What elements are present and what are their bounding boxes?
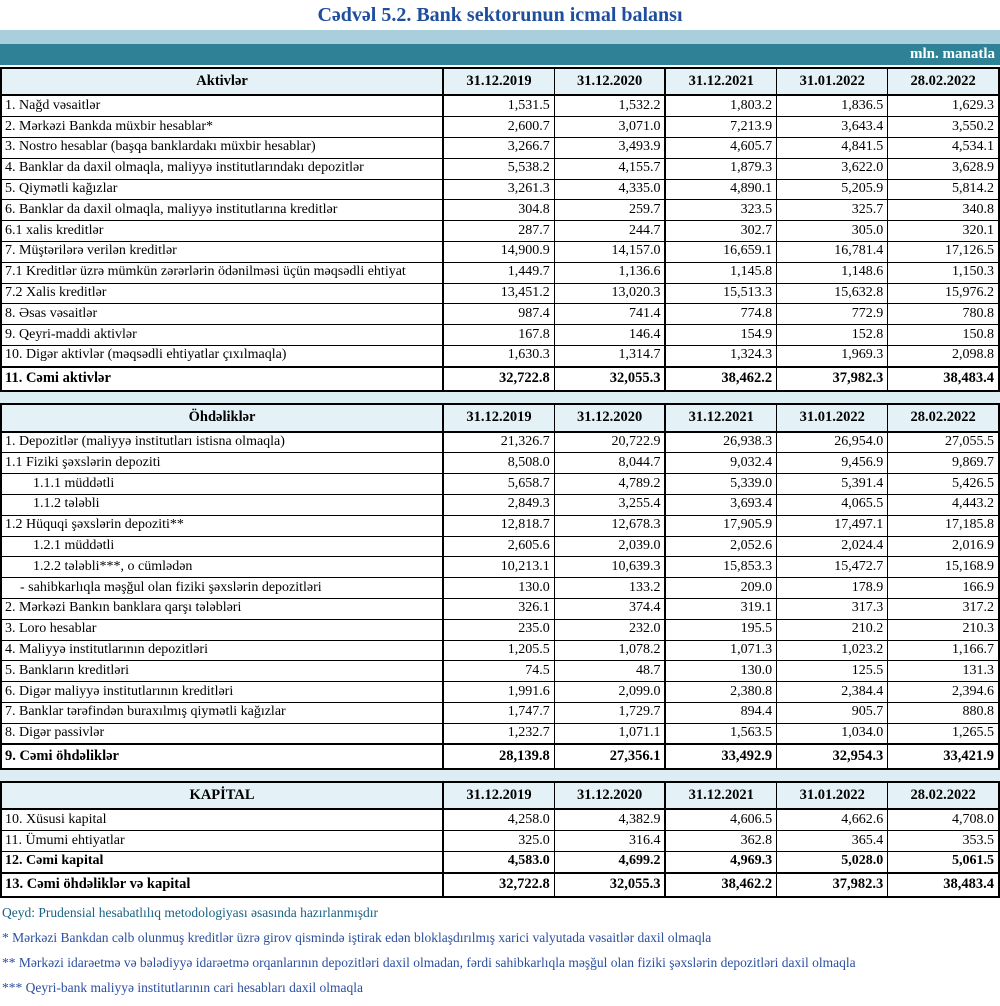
value-cell: 5,426.5 <box>888 474 999 495</box>
value-cell: 32,954.3 <box>777 744 888 768</box>
table-row <box>1 432 999 453</box>
value-cell: 1,034.0 <box>777 723 888 744</box>
value-cell: 325.7 <box>777 200 888 221</box>
date-column-header: 31.12.2019 <box>443 404 554 431</box>
capital-header-row <box>1 782 999 809</box>
table-row <box>1 158 999 179</box>
row-label-cell: 1.1 Fiziki şəxslərin depoziti <box>1 453 443 474</box>
value-cell: 20,722.9 <box>554 432 665 453</box>
table-row <box>1 474 999 495</box>
value-cell: 1,747.7 <box>443 702 554 723</box>
value-cell: 3,493.9 <box>554 137 665 158</box>
row-label-cell: 12. Cəmi kapital <box>1 851 443 872</box>
date-column-header: 28.02.2022 <box>888 404 999 431</box>
value-cell: 4,662.6 <box>777 809 888 830</box>
row-label-cell: 7.2 Xalis kreditlər <box>1 283 443 304</box>
value-cell: 4,841.5 <box>777 137 888 158</box>
value-cell: 1,148.6 <box>777 262 888 283</box>
value-cell: 3,643.4 <box>777 117 888 138</box>
table-row <box>1 325 999 346</box>
assets-header-row <box>1 68 999 95</box>
value-cell: 28,139.8 <box>443 744 554 768</box>
value-cell: 325.0 <box>443 831 554 852</box>
table-row <box>1 536 999 557</box>
tables-region <box>0 67 1000 898</box>
value-cell: 209.0 <box>665 578 776 599</box>
date-column-header: 31.01.2022 <box>777 404 888 431</box>
value-cell: 15,853.3 <box>665 557 776 578</box>
notes-region <box>0 898 1000 996</box>
decorative-band-light <box>0 30 1000 44</box>
value-cell: 154.9 <box>665 325 776 346</box>
row-label-cell: 11. Ümumi ehtiyatlar <box>1 831 443 852</box>
value-cell: 1,879.3 <box>665 158 776 179</box>
date-column-header: 31.12.2021 <box>665 782 776 809</box>
value-cell: 4,890.1 <box>665 179 776 200</box>
value-cell: 4,335.0 <box>554 179 665 200</box>
value-cell: 12,818.7 <box>443 515 554 536</box>
value-cell: 774.8 <box>665 304 776 325</box>
row-label-cell: 1. Nağd vəsaitlər <box>1 95 443 116</box>
value-cell: 5,391.4 <box>777 474 888 495</box>
value-cell: 4,534.1 <box>888 137 999 158</box>
table-row <box>1 598 999 619</box>
table-row <box>1 723 999 744</box>
value-cell: 259.7 <box>554 200 665 221</box>
value-cell: 38,483.4 <box>888 367 999 391</box>
value-cell: 4,606.5 <box>665 809 776 830</box>
value-cell: 5,538.2 <box>443 158 554 179</box>
table-row <box>1 578 999 599</box>
date-column-header: 31.12.2021 <box>665 404 776 431</box>
table-row <box>1 200 999 221</box>
row-label-cell: 2. Mərkəzi Bankın banklara qarşı tələbləri <box>1 598 443 619</box>
value-cell: 3,693.4 <box>665 494 776 515</box>
value-cell: 4,789.2 <box>554 474 665 495</box>
row-label-cell: 10. Xüsusi kapital <box>1 809 443 830</box>
value-cell: 2,098.8 <box>888 345 999 366</box>
value-cell: 4,583.0 <box>443 851 554 872</box>
value-cell: 5,658.7 <box>443 474 554 495</box>
value-cell: 1,629.3 <box>888 95 999 116</box>
liabilities-table <box>0 403 1000 770</box>
value-cell: 2,849.3 <box>443 494 554 515</box>
value-cell: 374.4 <box>554 598 665 619</box>
value-cell: 27,055.5 <box>888 432 999 453</box>
value-cell: 152.8 <box>777 325 888 346</box>
capital-section-title: KAPİTAL <box>1 782 443 809</box>
value-cell: 362.8 <box>665 831 776 852</box>
value-cell: 178.9 <box>777 578 888 599</box>
value-cell: 9,032.4 <box>665 453 776 474</box>
value-cell: 195.5 <box>665 619 776 640</box>
value-cell: 8,044.7 <box>554 453 665 474</box>
row-label-cell: 6. Digər maliyyə institutlarının kreditləri <box>1 682 443 703</box>
value-cell: 1,314.7 <box>554 345 665 366</box>
section-divider-band <box>0 392 1000 403</box>
value-cell: 1,324.3 <box>665 345 776 366</box>
value-cell: 305.0 <box>777 221 888 242</box>
value-cell: 1,991.6 <box>443 682 554 703</box>
value-cell: 13,020.3 <box>554 283 665 304</box>
row-label-cell: 8. Digər passivlər <box>1 723 443 744</box>
value-cell: 319.1 <box>665 598 776 619</box>
value-cell: 130.0 <box>665 661 776 682</box>
value-cell: 38,462.2 <box>665 367 776 391</box>
value-cell: 21,326.7 <box>443 432 554 453</box>
row-label-cell: 1.1.1 müddətli <box>1 474 443 495</box>
date-column-header: 31.12.2020 <box>554 68 665 95</box>
footnote-3: *** Qeyri-bank maliyyə institutlarının cari hesabları daxil olmaqla <box>2 980 364 996</box>
value-cell: 340.8 <box>888 200 999 221</box>
row-label-cell: 7. Banklar tərəfindən buraxılmış qiymətli kağızlar <box>1 702 443 723</box>
row-label-cell: 1.2 Hüquqi şəxslərin depoziti** <box>1 515 443 536</box>
value-cell: 1,630.3 <box>443 345 554 366</box>
value-cell: 33,421.9 <box>888 744 999 768</box>
value-cell: 1,145.8 <box>665 262 776 283</box>
value-cell: 2,605.6 <box>443 536 554 557</box>
capital-table <box>0 781 1000 898</box>
row-label-cell: 3. Loro hesablar <box>1 619 443 640</box>
value-cell: 326.1 <box>443 598 554 619</box>
value-cell: 16,659.1 <box>665 241 776 262</box>
value-cell: 1,232.7 <box>443 723 554 744</box>
table-row <box>1 137 999 158</box>
value-cell: 7,213.9 <box>665 117 776 138</box>
footnote-2: ** Mərkəzi idarəetmə və bələdiyyə idarəetmə orqanlarının depozitləri daxil olmadan, fərdi sahibkarlıqla məşğul olan fiziki şəxslərin depozitləri daxil olmaqla <box>2 955 856 971</box>
table-row <box>1 95 999 116</box>
value-cell: 235.0 <box>443 619 554 640</box>
value-cell: 2,099.0 <box>554 682 665 703</box>
footnote-1: * Mərkəzi Bankdan cəlb olunmuş kreditlər üzrə girov qismində iştirak edən bloklaşdırılmış xarici valyutada vəsaitlər daxil olmaqla <box>2 930 712 946</box>
value-cell: 32,055.3 <box>554 873 665 897</box>
row-label-cell: 7.1 Kreditlər üzrə mümkün zərərlərin ödənilməsi üçün məqsədli ehtiyat <box>1 262 443 283</box>
value-cell: 1,071.1 <box>554 723 665 744</box>
table-row <box>1 221 999 242</box>
value-cell: 2,016.9 <box>888 536 999 557</box>
value-cell: 1,969.3 <box>777 345 888 366</box>
value-cell: 353.5 <box>888 831 999 852</box>
row-label-cell: 11. Cəmi aktivlər <box>1 367 443 391</box>
value-cell: 12,678.3 <box>554 515 665 536</box>
value-cell: 3,261.3 <box>443 179 554 200</box>
assets-table <box>0 67 1000 392</box>
value-cell: 1,150.3 <box>888 262 999 283</box>
date-column-header: 31.12.2020 <box>554 404 665 431</box>
date-column-header: 31.12.2019 <box>443 68 554 95</box>
value-cell: 4,258.0 <box>443 809 554 830</box>
value-cell: 880.8 <box>888 702 999 723</box>
table-row <box>1 283 999 304</box>
row-label-cell: 7. Müştərilərə verilən kreditlər <box>1 241 443 262</box>
row-label-cell: 4. Banklar da daxil olmaqla, maliyyə institutlarındakı depozitlər <box>1 158 443 179</box>
value-cell: 304.8 <box>443 200 554 221</box>
value-cell: 1,532.2 <box>554 95 665 116</box>
value-cell: 365.4 <box>777 831 888 852</box>
date-column-header: 31.01.2022 <box>777 782 888 809</box>
value-cell: 32,055.3 <box>554 367 665 391</box>
value-cell: 4,443.2 <box>888 494 999 515</box>
date-column-header: 31.01.2022 <box>777 68 888 95</box>
value-cell: 2,052.6 <box>665 536 776 557</box>
value-cell: 38,462.2 <box>665 873 776 897</box>
value-cell: 1,531.5 <box>443 95 554 116</box>
value-cell: 5,205.9 <box>777 179 888 200</box>
value-cell: 17,185.8 <box>888 515 999 536</box>
table-row <box>1 831 999 852</box>
value-cell: 48.7 <box>554 661 665 682</box>
row-label-cell: 1.2.2 tələbli***, o cümlədən <box>1 557 443 578</box>
value-cell: 4,699.2 <box>554 851 665 872</box>
value-cell: 210.3 <box>888 619 999 640</box>
value-cell: 987.4 <box>443 304 554 325</box>
row-label-cell: 1.1.2 tələbli <box>1 494 443 515</box>
value-cell: 302.7 <box>665 221 776 242</box>
value-cell: 894.4 <box>665 702 776 723</box>
page-title: Cədvəl 5.2. Bank sektorunun icmal balansı <box>317 4 683 26</box>
value-cell: 26,954.0 <box>777 432 888 453</box>
date-column-header: 31.12.2019 <box>443 782 554 809</box>
row-label-cell: 3. Nostro hesablar (başqa banklardakı müxbir hesablar) <box>1 137 443 158</box>
value-cell: 1,803.2 <box>665 95 776 116</box>
value-cell: 323.5 <box>665 200 776 221</box>
table-row <box>1 809 999 830</box>
value-cell: 1,205.5 <box>443 640 554 661</box>
value-cell: 3,622.0 <box>777 158 888 179</box>
value-cell: 2,039.0 <box>554 536 665 557</box>
value-cell: 3,255.4 <box>554 494 665 515</box>
value-cell: 32,722.8 <box>443 873 554 897</box>
value-cell: 166.9 <box>888 578 999 599</box>
value-cell: 17,497.1 <box>777 515 888 536</box>
value-cell: 125.5 <box>777 661 888 682</box>
value-cell: 10,639.3 <box>554 557 665 578</box>
value-cell: 167.8 <box>443 325 554 346</box>
table-row <box>1 619 999 640</box>
value-cell: 8,508.0 <box>443 453 554 474</box>
table-row <box>1 851 999 872</box>
value-cell: 15,632.8 <box>777 283 888 304</box>
unit-label-band <box>0 44 1000 65</box>
date-column-header: 28.02.2022 <box>888 68 999 95</box>
table-row <box>1 117 999 138</box>
value-cell: 38,483.4 <box>888 873 999 897</box>
total-row <box>1 367 999 391</box>
value-cell: 4,155.7 <box>554 158 665 179</box>
value-cell: 772.9 <box>777 304 888 325</box>
row-label-cell: 6. Banklar da daxil olmaqla, maliyyə institutlarına kreditlər <box>1 200 443 221</box>
table-row <box>1 515 999 536</box>
value-cell: 14,900.9 <box>443 241 554 262</box>
value-cell: 1,729.7 <box>554 702 665 723</box>
value-cell: 5,028.0 <box>777 851 888 872</box>
table-row <box>1 494 999 515</box>
value-cell: 4,605.7 <box>665 137 776 158</box>
value-cell: 287.7 <box>443 221 554 242</box>
value-cell: 131.3 <box>888 661 999 682</box>
total-row <box>1 873 999 897</box>
section-divider-band <box>0 770 1000 781</box>
value-cell: 5,814.2 <box>888 179 999 200</box>
value-cell: 1,023.2 <box>777 640 888 661</box>
value-cell: 1,449.7 <box>443 262 554 283</box>
value-cell: 210.2 <box>777 619 888 640</box>
value-cell: 905.7 <box>777 702 888 723</box>
value-cell: 2,380.8 <box>665 682 776 703</box>
value-cell: 14,157.0 <box>554 241 665 262</box>
value-cell: 15,168.9 <box>888 557 999 578</box>
row-label-cell: 9. Qeyri-maddi aktivlər <box>1 325 443 346</box>
row-label-cell: 5. Qiymətli kağızlar <box>1 179 443 200</box>
table-row <box>1 345 999 366</box>
value-cell: 2,600.7 <box>443 117 554 138</box>
assets-section-title: Aktivlər <box>1 68 443 95</box>
row-label-cell: 1. Depozitlər (maliyyə institutları istisna olmaqla) <box>1 432 443 453</box>
row-label-cell: 2. Mərkəzi Bankda müxbir hesablar* <box>1 117 443 138</box>
value-cell: 780.8 <box>888 304 999 325</box>
value-cell: 37,982.3 <box>777 873 888 897</box>
row-label-cell: 9. Cəmi öhdəliklər <box>1 744 443 768</box>
value-cell: 320.1 <box>888 221 999 242</box>
note-qeyd: Qeyd: Prudensial hesabatlılıq metodologiyası əsasında hazırlanmışdır <box>2 905 379 921</box>
value-cell: 26,938.3 <box>665 432 776 453</box>
value-cell: 232.0 <box>554 619 665 640</box>
value-cell: 133.2 <box>554 578 665 599</box>
value-cell: 1,166.7 <box>888 640 999 661</box>
value-cell: 32,722.8 <box>443 367 554 391</box>
value-cell: 317.2 <box>888 598 999 619</box>
value-cell: 4,065.5 <box>777 494 888 515</box>
row-label-cell: 6.1 xalis kreditlər <box>1 221 443 242</box>
value-cell: 15,976.2 <box>888 283 999 304</box>
value-cell: 33,492.9 <box>665 744 776 768</box>
value-cell: 9,456.9 <box>777 453 888 474</box>
row-label-cell: - sahibkarlıqla məşğul olan fiziki şəxslərin depozitləri <box>1 578 443 599</box>
value-cell: 2,394.6 <box>888 682 999 703</box>
value-cell: 146.4 <box>554 325 665 346</box>
value-cell: 17,126.5 <box>888 241 999 262</box>
table-row <box>1 453 999 474</box>
value-cell: 5,339.0 <box>665 474 776 495</box>
row-label-cell: 1.2.1 müddətli <box>1 536 443 557</box>
value-cell: 3,071.0 <box>554 117 665 138</box>
date-column-header: 28.02.2022 <box>888 782 999 809</box>
value-cell: 1,078.2 <box>554 640 665 661</box>
value-cell: 27,356.1 <box>554 744 665 768</box>
liabilities-header-row <box>1 404 999 431</box>
date-column-header: 31.12.2021 <box>665 68 776 95</box>
value-cell: 5,061.5 <box>888 851 999 872</box>
value-cell: 10,213.1 <box>443 557 554 578</box>
value-cell: 2,024.4 <box>777 536 888 557</box>
value-cell: 17,905.9 <box>665 515 776 536</box>
value-cell: 1,836.5 <box>777 95 888 116</box>
value-cell: 1,071.3 <box>665 640 776 661</box>
value-cell: 3,266.7 <box>443 137 554 158</box>
row-label-cell: 5. Bankların kreditləri <box>1 661 443 682</box>
row-label-cell: 10. Digər aktivlər (məqsədli ehtiyatlar çıxılmaqla) <box>1 345 443 366</box>
value-cell: 4,969.3 <box>665 851 776 872</box>
table-row <box>1 682 999 703</box>
value-cell: 1,563.5 <box>665 723 776 744</box>
value-cell: 13,451.2 <box>443 283 554 304</box>
table-row <box>1 661 999 682</box>
value-cell: 3,628.9 <box>888 158 999 179</box>
row-label-cell: 13. Cəmi öhdəliklər və kapital <box>1 873 443 897</box>
date-column-header: 31.12.2020 <box>554 782 665 809</box>
table-row <box>1 179 999 200</box>
value-cell: 130.0 <box>443 578 554 599</box>
value-cell: 15,513.3 <box>665 283 776 304</box>
value-cell: 2,384.4 <box>777 682 888 703</box>
value-cell: 15,472.7 <box>777 557 888 578</box>
value-cell: 1,136.6 <box>554 262 665 283</box>
value-cell: 1,265.5 <box>888 723 999 744</box>
unit-label: mln. manatla <box>909 46 995 62</box>
row-label-cell: 8. Əsas vəsaitlər <box>1 304 443 325</box>
table-row <box>1 557 999 578</box>
row-label-cell: 4. Maliyyə institutlarının depozitləri <box>1 640 443 661</box>
table-row <box>1 241 999 262</box>
value-cell: 16,781.4 <box>777 241 888 262</box>
total-row <box>1 744 999 768</box>
value-cell: 244.7 <box>554 221 665 242</box>
table-row <box>1 304 999 325</box>
table-row <box>1 640 999 661</box>
value-cell: 37,982.3 <box>777 367 888 391</box>
value-cell: 4,708.0 <box>888 809 999 830</box>
table-row <box>1 702 999 723</box>
value-cell: 9,869.7 <box>888 453 999 474</box>
value-cell: 3,550.2 <box>888 117 999 138</box>
value-cell: 316.4 <box>554 831 665 852</box>
value-cell: 4,382.9 <box>554 809 665 830</box>
value-cell: 150.8 <box>888 325 999 346</box>
value-cell: 741.4 <box>554 304 665 325</box>
value-cell: 317.3 <box>777 598 888 619</box>
liabilities-section-title: Öhdəliklər <box>1 404 443 431</box>
value-cell: 74.5 <box>443 661 554 682</box>
table-row <box>1 262 999 283</box>
